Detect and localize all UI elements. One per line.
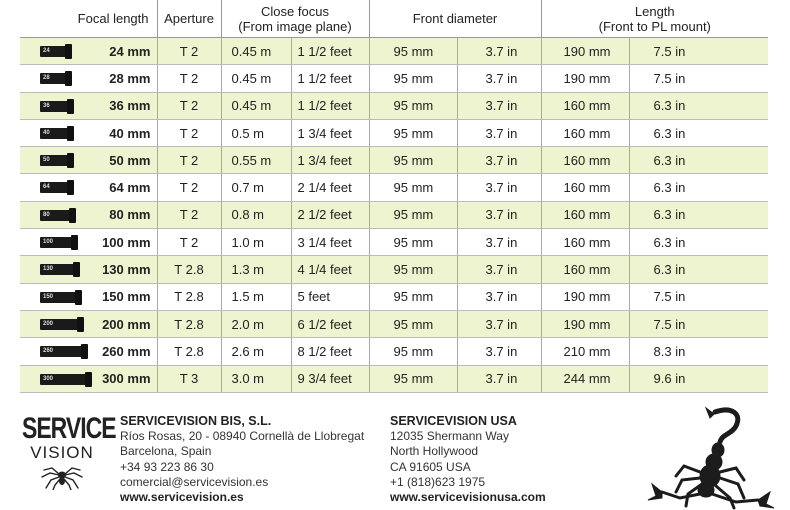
length-in-cell: 7.5 in [629, 310, 768, 337]
length-mm-cell: 190 mm [541, 38, 629, 65]
table-row [20, 65, 768, 92]
front-diameter-in-cell: 3.7 in [457, 119, 541, 146]
aperture-cell: T 3 [157, 365, 221, 392]
close-focus-ft-cell: 1 3/4 feet [291, 147, 369, 174]
front-diameter-in-cell: 3.7 in [457, 283, 541, 310]
focal-length-cell [20, 119, 157, 146]
close-focus-m-cell: 2.0 m [221, 310, 291, 337]
company-usa-city: North Hollywood [390, 444, 479, 459]
front-diameter-in-cell: 3.7 in [457, 338, 541, 365]
logo-service-text: SERVICE [22, 410, 116, 445]
lens-icon [40, 73, 68, 84]
table-row [20, 310, 768, 337]
table-row [20, 38, 768, 65]
header-close-focus-subtitle: (From image plane) [238, 18, 352, 34]
length-mm-cell: 160 mm [541, 174, 629, 201]
close-focus-m-cell: 2.6 m [221, 338, 291, 365]
lens-label: 260 [43, 348, 54, 355]
length-mm-cell: 160 mm [541, 229, 629, 256]
front-diameter-mm-cell: 95 mm [369, 38, 457, 65]
servicevision-logo [22, 410, 116, 490]
lens-label: 28 [43, 75, 50, 82]
length-in-cell: 6.3 in [629, 92, 768, 119]
close-focus-ft-cell: 1 3/4 feet [291, 119, 369, 146]
aperture-cell: T 2 [157, 174, 221, 201]
lens-label: 64 [43, 184, 50, 191]
length-mm-cell: 160 mm [541, 92, 629, 119]
aperture-cell: T 2.8 [157, 338, 221, 365]
lens-icon [40, 101, 70, 112]
focal-length-cell [20, 38, 157, 65]
lens-icon [40, 292, 78, 303]
focal-length-value: 200 mm [102, 316, 151, 332]
close-focus-ft-cell: 9 3/4 feet [291, 365, 369, 392]
front-diameter-mm-cell: 95 mm [369, 256, 457, 283]
close-focus-ft-cell: 5 feet [291, 283, 369, 310]
length-in-cell: 9.6 in [629, 365, 768, 392]
front-diameter-in-cell: 3.7 in [457, 65, 541, 92]
lens-icon [40, 319, 80, 330]
focal-length-cell [20, 365, 157, 392]
length-in-cell: 7.5 in [629, 283, 768, 310]
company-spain-address: Ríos Rosas, 20 - 08940 Cornellà de Llobregat [120, 429, 365, 444]
focal-length-cell [20, 229, 157, 256]
front-diameter-mm-cell: 95 mm [369, 65, 457, 92]
front-diameter-in-cell: 3.7 in [457, 365, 541, 392]
focal-length-cell [20, 201, 157, 228]
front-diameter-mm-cell: 95 mm [369, 365, 457, 392]
close-focus-m-cell: 1.0 m [221, 229, 291, 256]
close-focus-ft-cell: 8 1/2 feet [291, 338, 369, 365]
aperture-cell: T 2.8 [157, 256, 221, 283]
close-focus-m-cell: 0.7 m [221, 174, 291, 201]
company-usa-phone: +1 (818)623 1975 [390, 474, 486, 489]
lens-icon [40, 182, 70, 193]
length-in-cell: 7.5 in [629, 65, 768, 92]
aperture-cell: T 2.8 [157, 283, 221, 310]
header-length [541, 0, 768, 38]
front-diameter-mm-cell: 95 mm [369, 119, 457, 146]
company-usa-state: CA 91605 USA [390, 459, 471, 474]
length-mm-cell: 190 mm [541, 310, 629, 337]
company-spain-city: Barcelona, Spain [120, 444, 212, 459]
length-in-cell: 6.3 in [629, 119, 768, 146]
table-row [20, 119, 768, 146]
close-focus-m-cell: 0.5 m [221, 119, 291, 146]
focal-length-value: 300 mm [102, 371, 151, 387]
table-row [20, 256, 768, 283]
front-diameter-mm-cell: 95 mm [369, 174, 457, 201]
length-in-cell: 6.3 in [629, 201, 768, 228]
length-in-cell: 8.3 in [629, 338, 768, 365]
aperture-cell: T 2 [157, 38, 221, 65]
table-row [20, 338, 768, 365]
front-diameter-mm-cell: 95 mm [369, 283, 457, 310]
close-focus-m-cell: 3.0 m [221, 365, 291, 392]
focal-length-value: 24 mm [109, 43, 151, 59]
close-focus-m-cell: 0.45 m [221, 38, 291, 65]
length-mm-cell: 160 mm [541, 119, 629, 146]
lens-icon [40, 128, 70, 139]
length-mm-cell: 160 mm [541, 201, 629, 228]
header-close-focus [221, 0, 369, 38]
length-mm-cell: 190 mm [541, 65, 629, 92]
length-in-cell: 7.5 in [629, 38, 768, 65]
length-in-cell: 6.3 in [629, 174, 768, 201]
close-focus-ft-cell: 1 1/2 feet [291, 92, 369, 119]
length-in-cell: 6.3 in [629, 229, 768, 256]
table-row [20, 229, 768, 256]
lens-label: 300 [43, 375, 54, 382]
aperture-cell: T 2 [157, 229, 221, 256]
header-aperture: Aperture [157, 0, 221, 38]
front-diameter-in-cell: 3.7 in [457, 38, 541, 65]
aperture-cell: T 2.8 [157, 310, 221, 337]
focal-length-value: 40 mm [109, 125, 151, 141]
lens-label: 100 [43, 239, 54, 246]
close-focus-m-cell: 0.8 m [221, 201, 291, 228]
footer [0, 400, 790, 510]
focal-length-cell [20, 283, 157, 310]
focal-length-value: 130 mm [102, 262, 151, 278]
front-diameter-mm-cell: 95 mm [369, 229, 457, 256]
header-close-focus-title: Close focus [261, 3, 329, 19]
length-in-cell: 6.3 in [629, 147, 768, 174]
lens-label: 36 [43, 102, 50, 109]
company-usa-website[interactable]: www.servicevisionusa.com [390, 490, 546, 505]
table-header-row [20, 0, 768, 38]
lens-label: 150 [43, 293, 54, 300]
lens-label: 40 [43, 129, 50, 136]
front-diameter-mm-cell: 95 mm [369, 147, 457, 174]
front-diameter-mm-cell: 95 mm [369, 201, 457, 228]
table-row [20, 283, 768, 310]
close-focus-m-cell: 0.45 m [221, 65, 291, 92]
table-row [20, 365, 768, 392]
scorpion-icon [640, 404, 775, 510]
front-diameter-in-cell: 3.7 in [457, 229, 541, 256]
front-diameter-in-cell: 3.7 in [457, 256, 541, 283]
lens-icon [40, 346, 84, 357]
aperture-cell: T 2 [157, 147, 221, 174]
focal-length-cell [20, 65, 157, 92]
company-usa-address: 12035 Shermann Way [390, 429, 509, 444]
focal-length-value: 64 mm [109, 180, 151, 196]
table-row [20, 201, 768, 228]
focal-length-cell [20, 338, 157, 365]
header-focal-length: Focal length [20, 0, 157, 38]
aperture-cell: T 2 [157, 201, 221, 228]
aperture-cell: T 2 [157, 119, 221, 146]
header-length-title: Length [634, 3, 675, 19]
lens-icon [40, 46, 68, 57]
lens-label: 24 [43, 48, 50, 54]
lens-icon [40, 374, 88, 385]
front-diameter-in-cell: 3.7 in [457, 201, 541, 228]
company-spain [120, 414, 364, 505]
header-length-subtitle: (Front to PL mount) [598, 18, 711, 34]
table-row [20, 147, 768, 174]
table-body [20, 38, 768, 393]
lens-icon [40, 264, 76, 275]
lens-icon [40, 210, 72, 221]
close-focus-ft-cell: 3 1/4 feet [291, 229, 369, 256]
lens-label: 50 [43, 157, 50, 164]
focal-length-value: 50 mm [109, 152, 151, 168]
front-diameter-mm-cell: 95 mm [369, 338, 457, 365]
lens-icon [40, 155, 70, 166]
company-spain-website[interactable]: www.servicevision.es [120, 490, 244, 505]
close-focus-m-cell: 1.5 m [221, 283, 291, 310]
close-focus-m-cell: 0.55 m [221, 147, 291, 174]
company-spain-email[interactable]: comercial@servicevision.es [120, 474, 269, 489]
close-focus-ft-cell: 2 1/4 feet [291, 174, 369, 201]
aperture-cell: T 2 [157, 65, 221, 92]
close-focus-m-cell: 0.45 m [221, 92, 291, 119]
focal-length-value: 80 mm [109, 207, 151, 223]
focal-length-cell [20, 310, 157, 337]
company-usa-name: SERVICEVISION USA [390, 414, 517, 428]
lens-label: 80 [43, 211, 50, 218]
front-diameter-in-cell: 3.7 in [457, 174, 541, 201]
table-row [20, 92, 768, 119]
lens-label: 200 [43, 320, 54, 327]
company-spain-name: SERVICEVISION BIS, S.L. [120, 414, 272, 428]
focal-length-value: 36 mm [109, 98, 151, 114]
close-focus-ft-cell: 2 1/2 feet [291, 201, 369, 228]
length-mm-cell: 244 mm [541, 365, 629, 392]
focal-length-cell [20, 174, 157, 201]
close-focus-ft-cell: 4 1/4 feet [291, 256, 369, 283]
lens-label: 130 [43, 266, 54, 273]
close-focus-m-cell: 1.3 m [221, 256, 291, 283]
close-focus-ft-cell: 1 1/2 feet [291, 38, 369, 65]
company-usa [390, 414, 546, 505]
focal-length-cell [20, 256, 157, 283]
front-diameter-in-cell: 3.7 in [457, 147, 541, 174]
front-diameter-in-cell: 3.7 in [457, 92, 541, 119]
table-row [20, 174, 768, 201]
focal-length-cell [20, 92, 157, 119]
lens-spec-table [20, 0, 768, 393]
front-diameter-mm-cell: 95 mm [369, 92, 457, 119]
spider-icon [40, 464, 84, 490]
front-diameter-mm-cell: 95 mm [369, 310, 457, 337]
focal-length-value: 100 mm [102, 234, 151, 250]
length-mm-cell: 160 mm [541, 256, 629, 283]
close-focus-ft-cell: 1 1/2 feet [291, 65, 369, 92]
focal-length-value: 260 mm [102, 343, 151, 359]
company-spain-phone: +34 93 223 86 30 [120, 459, 214, 474]
focal-length-cell [20, 147, 157, 174]
length-mm-cell: 210 mm [541, 338, 629, 365]
logo-vision-text: VISION [30, 443, 94, 462]
close-focus-ft-cell: 6 1/2 feet [291, 310, 369, 337]
focal-length-value: 28 mm [109, 70, 151, 86]
focal-length-value: 150 mm [102, 289, 151, 305]
length-mm-cell: 160 mm [541, 147, 629, 174]
front-diameter-in-cell: 3.7 in [457, 310, 541, 337]
length-in-cell: 6.3 in [629, 256, 768, 283]
header-front-diameter: Front diameter [369, 0, 541, 38]
aperture-cell: T 2 [157, 92, 221, 119]
lens-icon [40, 237, 74, 248]
length-mm-cell: 190 mm [541, 283, 629, 310]
